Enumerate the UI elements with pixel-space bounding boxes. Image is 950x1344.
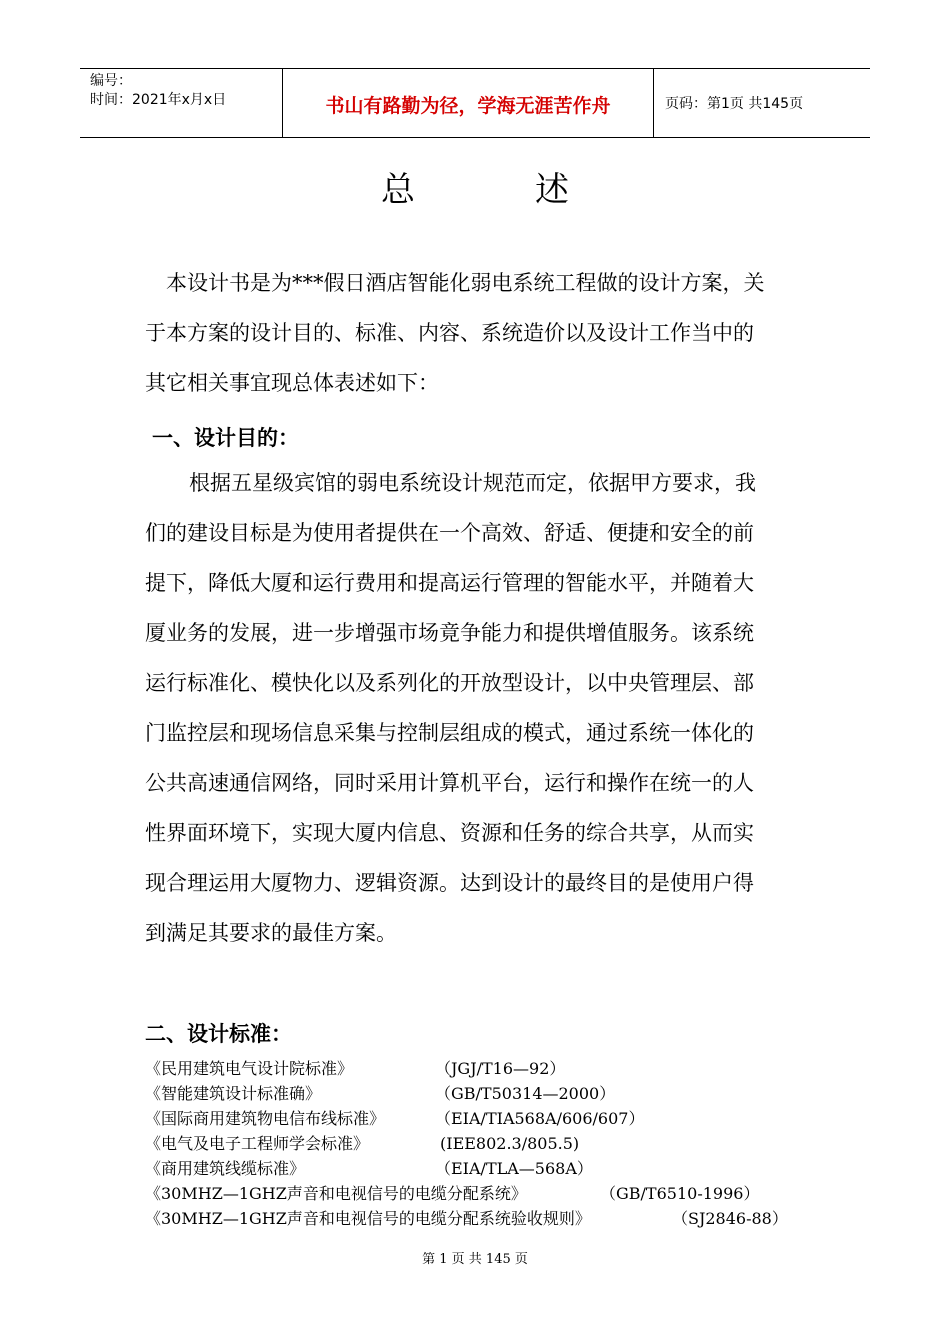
section1-line: 公共高速通信网络，同时采用计算机平台，运行和操作在统一的人: [145, 771, 754, 795]
standard-code: （SJ2846-88）: [672, 1209, 788, 1228]
standard-name: 《民用建筑电气设计院标准》: [145, 1059, 354, 1078]
header-page-cell: [653, 69, 870, 137]
intro-line: 本设计书是为***假日酒店智能化弱电系统工程做的设计方案，关: [166, 271, 765, 295]
standard-name: 《商用建筑线缆标准》: [145, 1159, 306, 1178]
number-label: 编号：: [90, 73, 132, 89]
intro-line: 其它相关事宜现总体表述如下：: [145, 371, 439, 395]
standard-code: （EIA/TLA—568A）: [435, 1159, 593, 1178]
standard-code: （EIA/TIA568A/606/607）: [435, 1109, 645, 1128]
standard-name: 《30MHZ—1GHZ声音和电视信号的电缆分配系统验收规则》: [145, 1209, 591, 1228]
section1-line: 根据五星级宾馆的弱电系统设计规范而定，依据甲方要求，我: [189, 471, 756, 495]
standard-name: 《国际商用建筑物电信布线标准》: [145, 1109, 386, 1128]
standard-name: 《电气及电子工程师学会标准》: [145, 1134, 370, 1153]
intro-paragraph: [145, 258, 815, 408]
standard-name: 《30MHZ—1GHZ声音和电视信号的电缆分配系统》: [145, 1184, 527, 1203]
standard-code: （GB/T6510-1996）: [600, 1184, 760, 1203]
section1-line: 运行标准化、模快化以及系列化的开放型设计，以中央管理层、部: [145, 671, 754, 695]
section2-heading: 二、设计标准：: [145, 1022, 292, 1046]
section1-line: 现合理运用大厦物力、逻辑资源。达到设计的最终目的是使用户得: [145, 871, 754, 895]
intro-line: 于本方案的设计目的、标准、内容、系统造价以及设计工作当中的: [145, 321, 754, 345]
header-motto-cell: [282, 69, 654, 137]
standard-code: (IEE802.3/805.5): [440, 1134, 580, 1153]
motto: 书山有路勤为径，学海无涯苦作舟: [325, 95, 611, 117]
section1-line: 性界面环境下，实现大厦内信息、资源和任务的综合共享，从而实: [145, 821, 754, 845]
section1-line: 到满足其要求的最佳方案。: [145, 921, 397, 945]
section1-line: 厦业务的发展，进一步增强市场竟争能力和提供增值服务。该系统: [145, 621, 754, 645]
standard-code: （GB/T50314—2000）: [435, 1084, 616, 1103]
page-title: 总述: [381, 170, 689, 210]
section1-paragraph: [145, 458, 815, 958]
section1-heading: 一、设计目的：: [152, 426, 299, 450]
time-label: 时间：2021年x月x日: [90, 92, 227, 108]
standard-code: （JGJ/T16—92）: [435, 1059, 566, 1078]
document-header: [80, 68, 870, 138]
page-footer: 第 1 页 共 145 页: [422, 1252, 528, 1267]
header-meta-cell: [80, 69, 282, 137]
standard-name: 《智能建筑设计标准确》: [145, 1084, 322, 1103]
section1-line: 们的建设目标是为使用者提供在一个高效、舒适、便捷和安全的前: [145, 521, 754, 545]
page-code: 页码：第1页 共145页: [665, 96, 804, 112]
section1-line: 门监控层和现场信息采集与控制层组成的模式，通过系统一体化的: [145, 721, 754, 745]
section1-line: 提下，降低大厦和运行费用和提高运行管理的智能水平，并随着大: [145, 571, 754, 595]
